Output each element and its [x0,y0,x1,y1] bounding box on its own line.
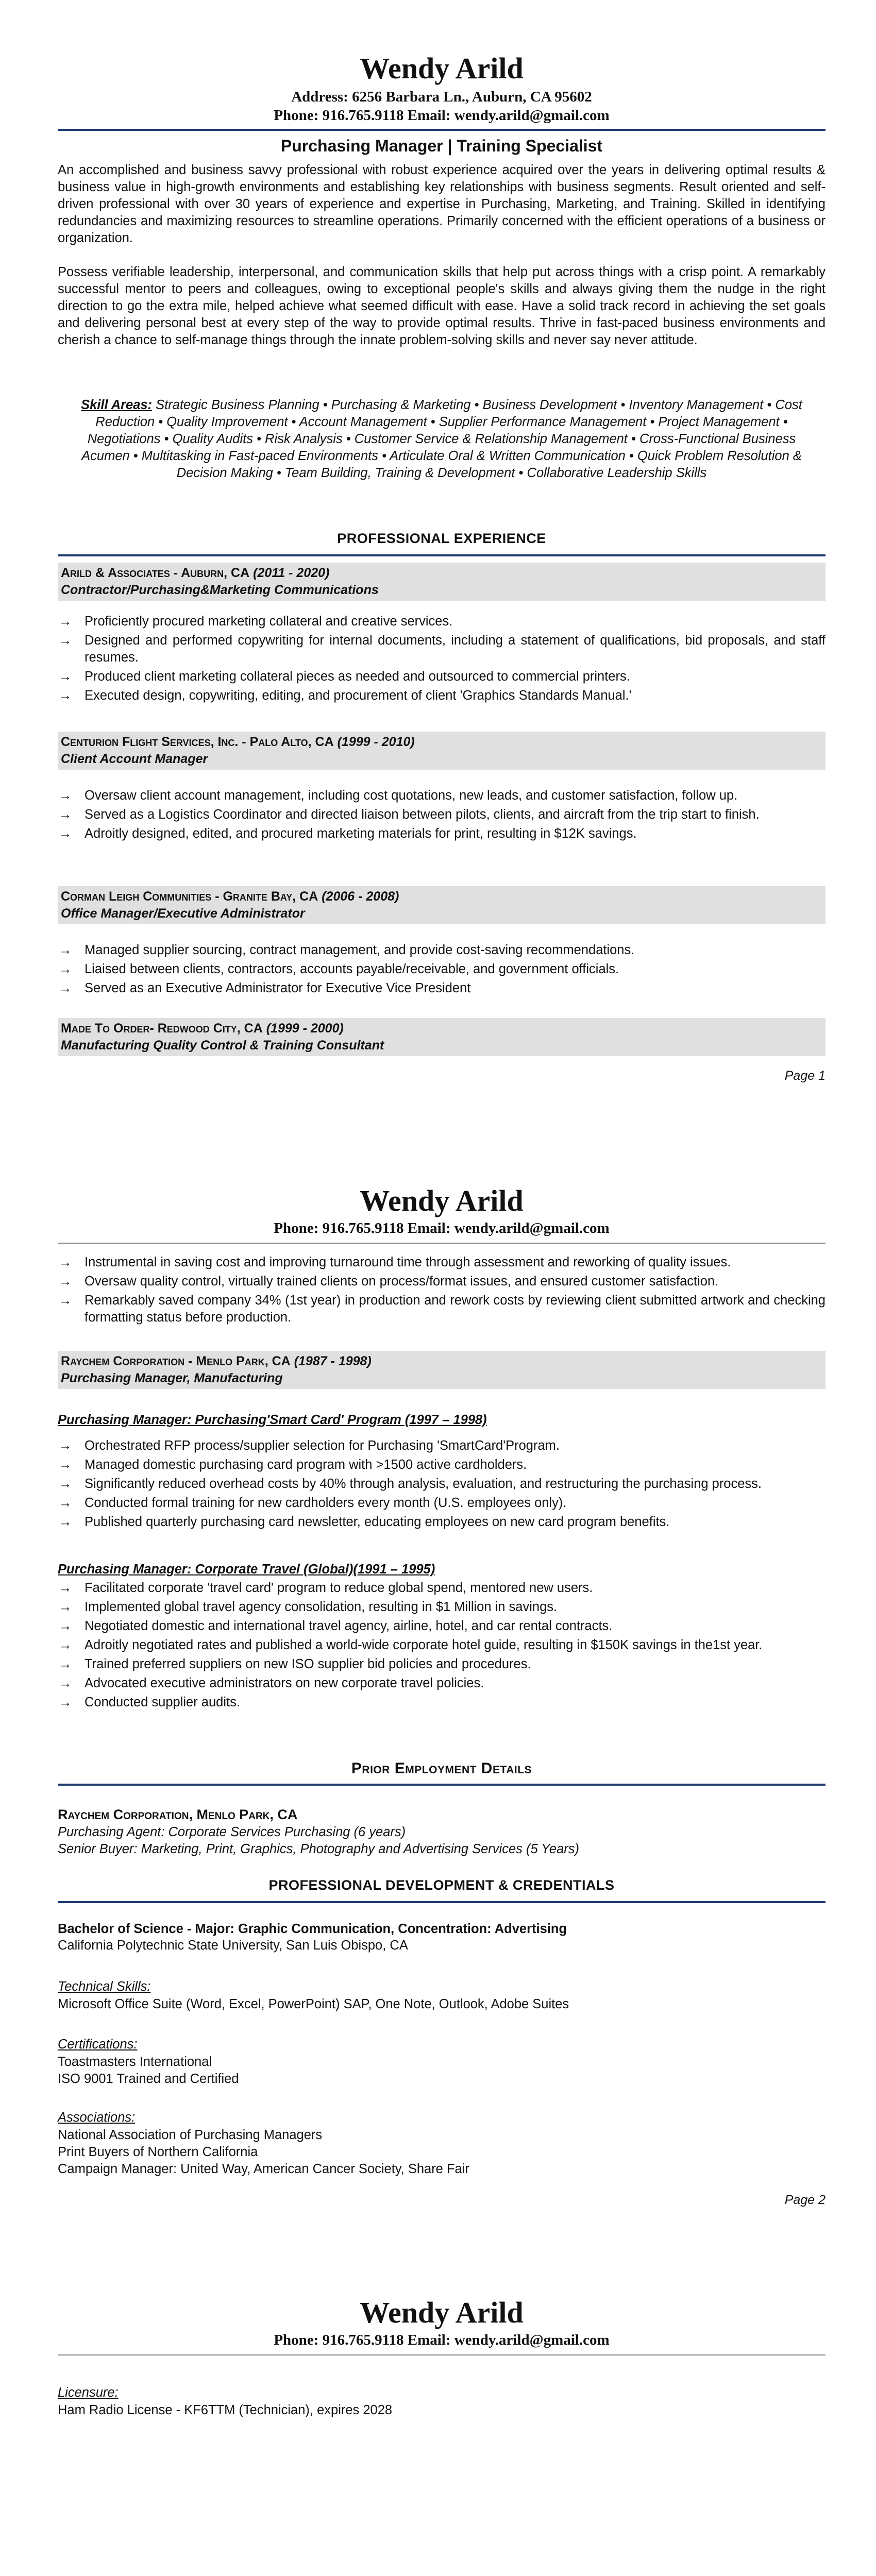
job-header [58,1351,826,1389]
arrow-icon: → [59,1293,72,1308]
arrow-icon: → [59,962,72,976]
job-title: Office Manager/Executive Administrator [61,906,305,921]
arrow-icon: → [59,1600,72,1614]
job-bullets [58,613,826,706]
job-bullets [58,1254,826,1328]
list-item: → Trained preferred suppliers on new ISO supplier bid policies and procedures. [58,1656,826,1673]
job-title: Contractor/Purchasing&Marketing Communications [61,583,379,597]
page-2 [0,1123,876,2226]
arrow-icon: → [59,669,72,684]
arrow-icon: → [59,788,72,803]
job-bullets [58,787,826,844]
list-item: → Published quarterly purchasing card newsletter, educating employees on new card program benefits. [58,1514,826,1531]
phone-email-line: Phone: 916.765.9118 Email: wendy.arild@gmail.com [274,2332,610,2348]
list-item: → Produced client marketing collateral pieces as needed and outsourced to commercial printers. [58,668,826,685]
development-divider [58,1901,826,1903]
job-dates: (1999 - 2000) [266,1021,344,1036]
list-item: → Oversaw client account management, including cost quotations, new leads, and customer satisfaction, follow up. [58,787,826,804]
job-bullets [58,942,826,999]
prior-divider [58,1784,826,1786]
prior-company: Raychem Corporation, Menlo Park, CA [58,1807,298,1822]
technical-skills-value: Microsoft Office Suite (Word, Excel, PowerPoint) SAP, One Note, Outlook, Adobe Suites [58,1997,569,2011]
job-company: Corman Leigh Communities - Granite Bay, CA [61,889,318,904]
header-divider [58,129,826,131]
list-item: Print Buyers of Northern California [58,2145,258,2159]
associations-label: Associations: [58,2110,136,2125]
list-item: → Served as an Executive Administrator for Executive Vice President [58,980,826,997]
arrow-icon: → [59,943,72,957]
arrow-icon: → [59,981,72,995]
arrow-icon: → [59,1496,72,1510]
list-item: → Served as a Logistics Coordinator and directed liaison between pilots, clients, and aircraft from the trip start to finish. [58,806,826,823]
arrow-icon: → [59,1638,72,1652]
job-header [58,732,826,770]
list-item: → Significantly reduced overhead costs by 40% through analysis, evaluation, and restructuring the purchasing process. [58,1476,826,1493]
technical-skills-label: Technical Skills: [58,1979,151,1994]
skill-areas-list: Strategic Business Planning • Purchasing & Marketing • Business Development • Inventory Management • Cost Reduction • Quality Improvement • Account Management • Supplier Performance Management • Project Management • Negotiations • Quality Audits • Risk Analysis • Customer Service & Relationship Management • Cross-Functional Business Acumen • Multitasking in Fast-paced Environments • Articulate Oral & Written Communication • Quick Problem Resolution & Decision Making • Team Building, Training & Development • Collaborative Leadership Skills [81,398,802,480]
list-item: → Remarkably saved company 34% (1st year) in production and rework costs by reviewing client submitted artwork and checking formatting status before production. [59,1293,826,1325]
list-item: Campaign Manager: United Way, American Cancer Society, Share Fair [58,2162,469,2176]
licensure-label: Licensure: [58,2385,119,2400]
arrow-icon: → [59,1458,72,1472]
program-heading: Purchasing Manager: Purchasing'Smart Card' Program (1997 – 1998) [58,1413,487,1427]
experience-divider [58,554,826,556]
job-header [58,886,826,924]
job-company: Centurion Flight Services, Inc. - Palo Alto, CA [61,735,334,749]
arrow-icon: → [59,1274,72,1289]
skill-areas-label: Skill Areas: [81,398,153,412]
job-title: Manufacturing Quality Control & Training Consultant [61,1038,384,1053]
list-item: → Liaised between clients, contractors, accounts payable/receivable, and government officials. [58,961,826,978]
arrow-icon: → [59,1515,72,1529]
page-1 [0,0,876,1123]
address-line: Address: 6256 Barbara Ln., Auburn, CA 95602 [291,89,592,105]
list-item: → Oversaw quality control, virtually trained clients on process/format issues, and ensured customer satisfaction. [58,1273,826,1290]
list-item: → Executed design, copywriting, editing, and procurement of client 'Graphics Standards Manual.' [58,687,826,704]
phone-email-line: Phone: 916.765.9118 Email: wendy.arild@gmail.com [274,107,610,124]
degree: Bachelor of Science - Major: Graphic Communication, Concentration: Advertising [58,1922,567,1936]
summary-paragraph-1: An accomplished and business savvy professional with robust experience acquired over the years in delivering optimal results & business value in high-growth environments and establishing key relationships with business segments. Result oriented and self-driven professional with over 30 years of experience and expertise in Purchasing, Marketing, and Training. Skilled in identifying redundancies and maximizing resources to streamline operations. Primarily concerned with the efficient operations of a business or organization. [58,163,826,245]
phone-email-line: Phone: 916.765.9118 Email: wendy.arild@gmail.com [274,1220,610,1236]
list-item: → Conducted supplier audits. [58,1694,826,1711]
list-item: → Facilitated corporate 'travel card' program to reduce global spend, mentored new users. [58,1580,826,1597]
job-title: Purchasing Manager, Manufacturing [61,1371,283,1385]
job-company: Arild & Associates - Auburn, CA [61,566,250,580]
page-number: Page 2 [784,2193,826,2207]
arrow-icon: → [59,688,72,703]
candidate-name: Wendy Arild [360,2296,524,2329]
list-item: → Negotiated domestic and international travel agency, airline, hotel, and car rental contracts. [58,1618,826,1635]
page-number: Page 1 [784,1069,826,1083]
list-item: ISO 9001 Trained and Certified [58,2072,239,2086]
job-dates: (2011 - 2020) [253,566,330,580]
header-divider [58,1243,826,1244]
summary-paragraph-2: Possess verifiable leadership, interpersonal, and communication skills that help put across things with a crisp point. A remarkably successful mentor to peers and colleagues, owing to exceptional people's skills and always giving them the nudge in the right direction to go the extra mile, helped achieve what seemed difficult with ease. Have a solid track record in achieving the set goals and delivering personal best at every step of the way to provide optimal results. Thrive in fast-paced business environments and cherish a chance to self-manage things through the innate problem-solving skills and never say never attitude. [58,265,826,347]
job-dates: (2006 - 2008) [322,889,399,904]
header-divider [58,2354,826,2355]
list-item: → Adroitly designed, edited, and procured marketing materials for print, resulting in $12K savings. [58,825,826,842]
headline: Purchasing Manager | Training Specialist [280,137,603,155]
arrow-icon: → [59,614,72,629]
skill-areas [78,397,805,482]
experience-heading: PROFESSIONAL EXPERIENCE [337,531,546,546]
job-header [58,563,826,601]
arrow-icon: → [59,1657,72,1671]
page-3 [0,2226,876,2576]
arrow-icon: → [59,1695,72,1709]
list-item: → Instrumental in saving cost and improving turnaround time through assessment and reworking of quality issues. [58,1254,826,1271]
list-item: → Conducted formal training for new cardholders every month (U.S. employees only). [58,1495,826,1512]
school: California Polytechnic State University, San Luis Obispo, CA [58,1938,408,1953]
prior-role-2: Senior Buyer: Marketing, Print, Graphics, Photography and Advertising Services (5 Years) [58,1842,579,1856]
arrow-icon: → [59,1581,72,1595]
prior-role-1: Purchasing Agent: Corporate Services Purchasing (6 years) [58,1825,406,1839]
arrow-icon: → [59,1676,72,1690]
job-dates: (1987 - 1998) [294,1354,372,1368]
prior-employment-heading: Prior Employment Details [351,1760,532,1777]
arrow-icon: → [59,1619,72,1633]
list-item: → Managed domestic purchasing card program with >1500 active cardholders. [58,1456,826,1473]
certifications-label: Certifications: [58,2037,138,2052]
job-dates: (1999 - 2010) [337,735,415,749]
candidate-name: Wendy Arild [360,52,524,85]
list-item: → Advocated executive administrators on new corporate travel policies. [58,1675,826,1692]
list-item: Toastmasters International [58,2055,212,2069]
job-company: Made To Order- Redwood City, CA [61,1021,263,1036]
list-item: National Association of Purchasing Managers [58,2128,323,2142]
licensure-value: Ham Radio License - KF6TTM (Technician), expires 2028 [58,2403,393,2417]
list-item: → Implemented global travel agency consolidation, resulting in $1 Million in savings. [58,1599,826,1616]
program-bullets [58,1437,826,1533]
arrow-icon: → [59,1438,72,1453]
job-title: Client Account Manager [61,752,208,766]
list-item: → Adroitly negotiated rates and published a world-wide corporate hotel guide, resulting in $150K savings in the1st year. [58,1637,826,1654]
program-heading: Purchasing Manager: Corporate Travel (Global)(1991 – 1995) [58,1562,435,1577]
arrow-icon: → [59,633,72,648]
candidate-name: Wendy Arild [360,1184,524,1217]
list-item: → Designed and performed copywriting for internal documents, including a statement of qualifications, bid proposals, and staff resumes. [59,633,826,665]
arrow-icon: → [59,807,72,822]
arrow-icon: → [59,1255,72,1269]
list-item: → Orchestrated RFP process/supplier selection for Purchasing 'SmartCard'Program. [58,1437,826,1454]
list-item: → Managed supplier sourcing, contract management, and provide cost-saving recommendations. [58,942,826,959]
job-header [58,1018,826,1056]
arrow-icon: → [59,826,72,841]
development-heading: PROFESSIONAL DEVELOPMENT & CREDENTIALS [268,1877,615,1893]
arrow-icon: → [59,1477,72,1491]
program-bullets [58,1580,826,1713]
list-item: → Proficiently procured marketing collateral and creative services. [58,613,826,630]
job-company: Raychem Corporation - Menlo Park, CA [61,1354,291,1368]
